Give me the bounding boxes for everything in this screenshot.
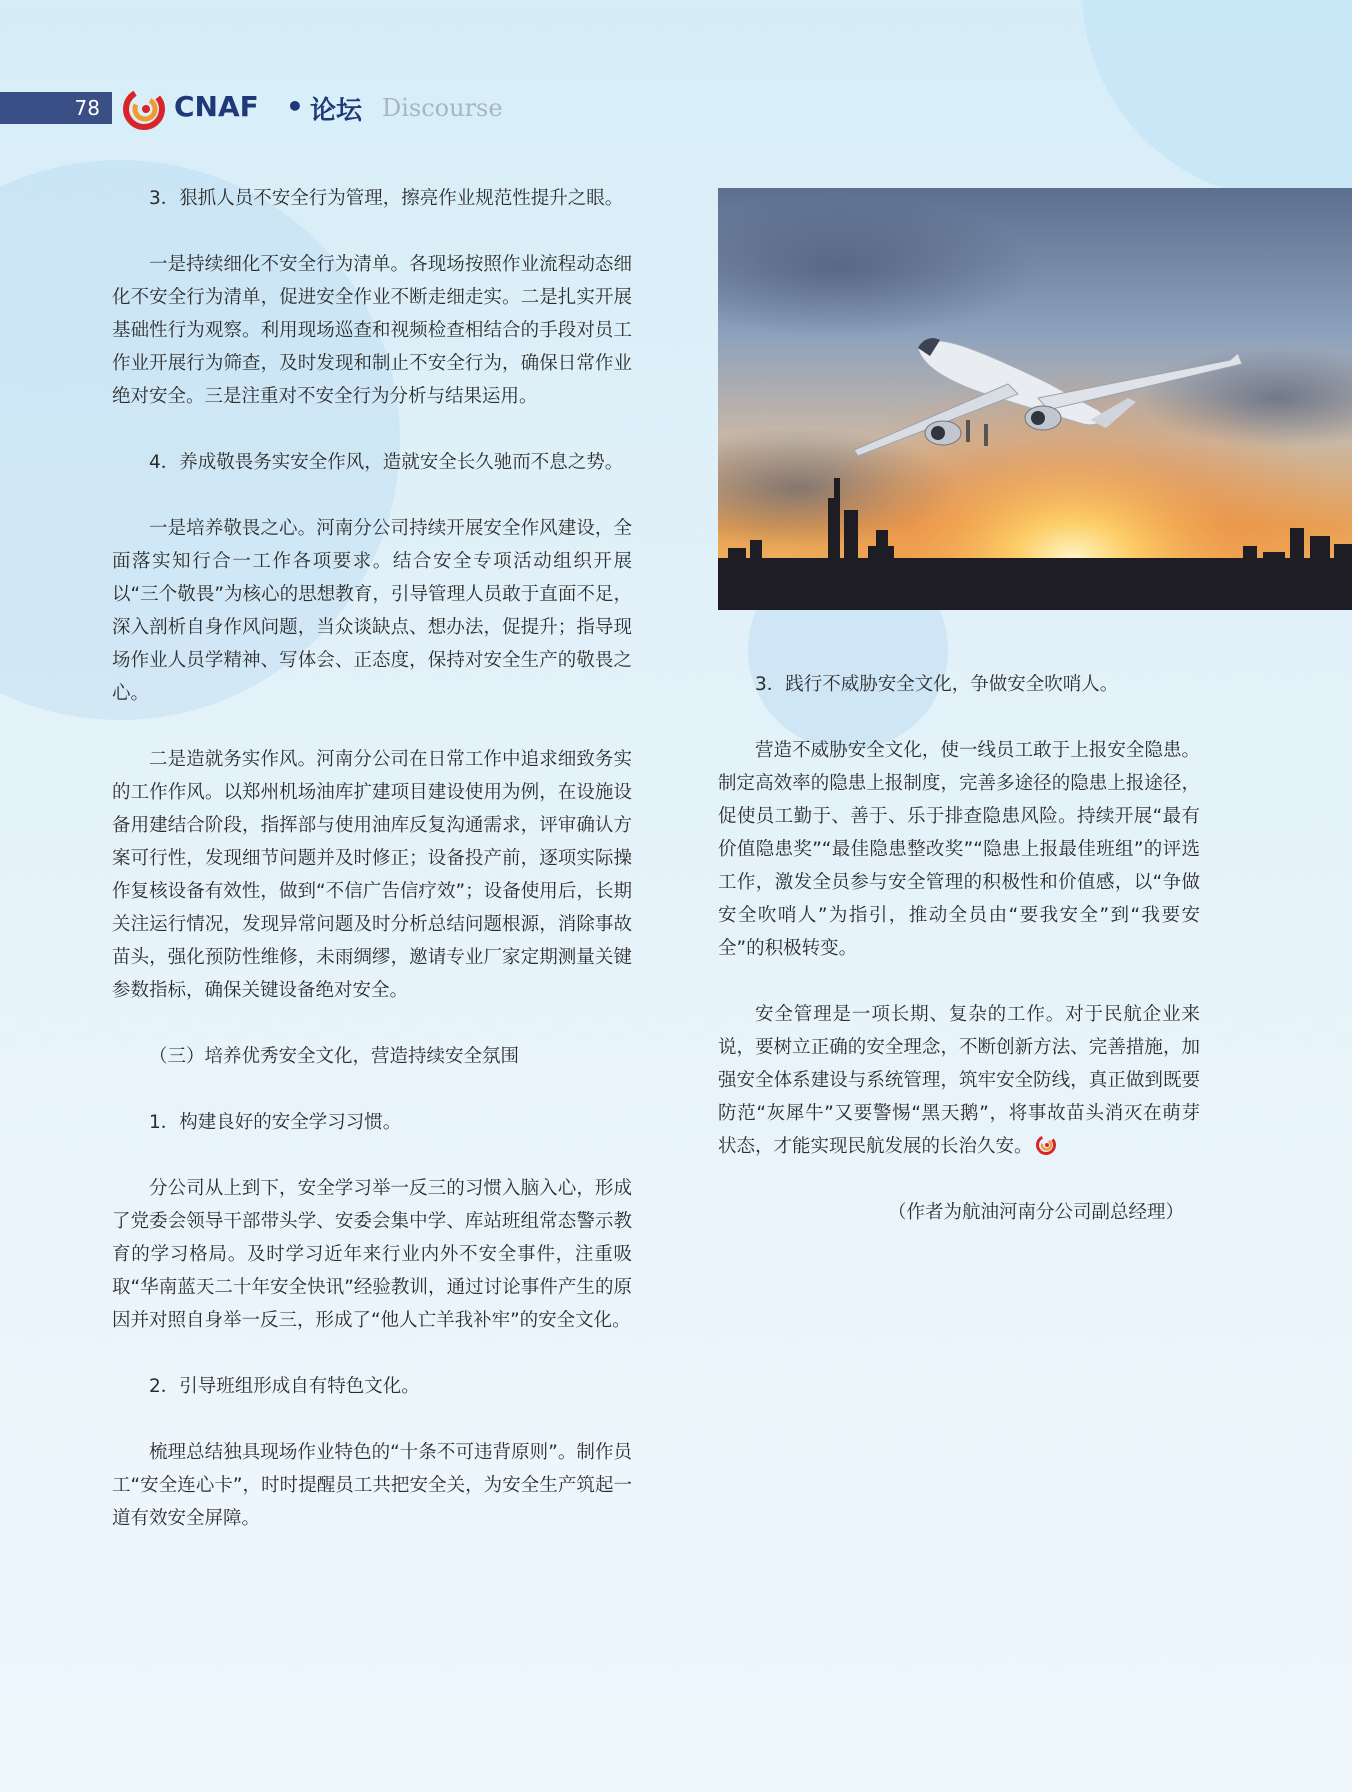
page-number: 78 [74,96,100,120]
background-circle [1082,0,1352,200]
subheading: 1．构建良好的安全学习习惯。 [149,1112,402,1133]
author-byline: （作者为航油河南分公司副总经理） [887,1202,1184,1223]
subheading: 4．养成敬畏务实安全作风，造就安全长久驰而不息之势。 [149,452,624,473]
conclusion-paragraph [718,998,1200,1163]
subheading: 3．践行不威胁安全文化，争做安全吹哨人。 [755,674,1119,695]
cnaf-logo-icon [122,87,166,131]
section-heading: （三）培养优秀安全文化，营造持续安全氛围 [149,1046,520,1067]
photo-illustration [718,188,1352,610]
subheading: 3．狠抓人员不安全行为管理，擦亮作业规范性提升之眼。 [149,188,624,209]
header-separator: • [286,90,304,123]
subheading: 2．引导班组形成自有特色文化。 [149,1376,420,1397]
conclusion-text: 安全管理是一项长期、复杂的工作。对于民航企业来说，要树立正确的安全理念，不断创新方法、完善措施，加强安全体系建设与系统管理，筑牢安全防线，真正做到既要防范“灰犀牛”又要警惕“黑天鹅”，将事故苗头消灭在萌芽状态，才能实现民航发展的长治久安。 [718,1004,1200,1157]
paragraph: 梳理总结独具现场作业特色的“十条不可违背原则”。制作员工“安全连心卡”，时时提醒员工共把安全关，为安全生产筑起一道有效安全屏障。 [112,1442,632,1529]
section-title-en: Discourse [382,94,503,122]
paragraph: 分公司从上到下，安全学习举一反三的习惯入脑入心，形成了党委会领导干部带头学、安委会集中学、库站班组常态警示教育的学习格局。及时学习近年来行业内外不安全事件，注重吸取“华南蓝天二十年安全快讯”经验教训，通过讨论事件产生的原因并对照自身举一反三，形成了“他人亡羊我补牢”的安全文化。 [112,1178,632,1331]
right-column [718,668,1200,1229]
brand-name: CNAF [174,90,259,123]
paragraph: 营造不威胁安全文化，使一线员工敢于上报安全隐患。制定高效率的隐患上报制度，完善多途径的隐患上报途径，促使员工勤于、善于、乐于排查隐患风险。持续开展“最有价值隐患奖”“最佳隐患整改奖”“隐患上报最佳班组”的评选工作，激发全员参与安全管理的积极性和价值感，以“争做安全吹哨人”为指引，推动全员由“要我安全”到“我要安全”的积极转变。 [718,740,1200,959]
end-mark-logo-icon [1035,1134,1057,1156]
airplane-sunset-photo [718,188,1352,610]
section-title-cn: 论坛 [310,96,363,126]
page-header [0,92,520,124]
left-column [112,182,632,1535]
paragraph: 一是持续细化不安全行为清单。各现场按照作业流程动态细化不安全行为清单，促进安全作业不断走细走实。二是扎实开展基础性行为观察。利用现场巡查和视频检查相结合的手段对员工作业开展行为筛查，及时发现和制止不安全行为，确保日常作业绝对安全。三是注重对不安全行为分析与结果运用。 [112,254,632,407]
paragraph: 二是造就务实作风。河南分公司在日常工作中追求细致务实的工作作风。以郑州机场油库扩建项目建设使用为例，在设施设备用建结合阶段，指挥部与使用油库反复沟通需求，评审确认方案可行性，发现细节问题并及时修正；设备投产前，逐项实际操作复核设备有效性，做到“不信广告信疗效”；设备使用后，长期关注运行情况，发现异常问题及时分析总结问题根源，消除事故苗头，强化预防性维修，未雨绸缪，邀请专业厂家定期测量关键参数指标，确保关键设备绝对安全。 [112,749,632,1001]
paragraph: 一是培养敬畏之心。河南分公司持续开展安全作风建设，全面落实知行合一工作各项要求。结合安全专项活动组织开展以“三个敬畏”为核心的思想教育，引导管理人员敢于直面不足，深入剖析自身作风问题，当众谈缺点、想办法，促提升；指导现场作业人员学精神、写体会、正态度，保持对安全生产的敬畏之心。 [112,518,632,704]
page-number-bar [0,92,112,124]
